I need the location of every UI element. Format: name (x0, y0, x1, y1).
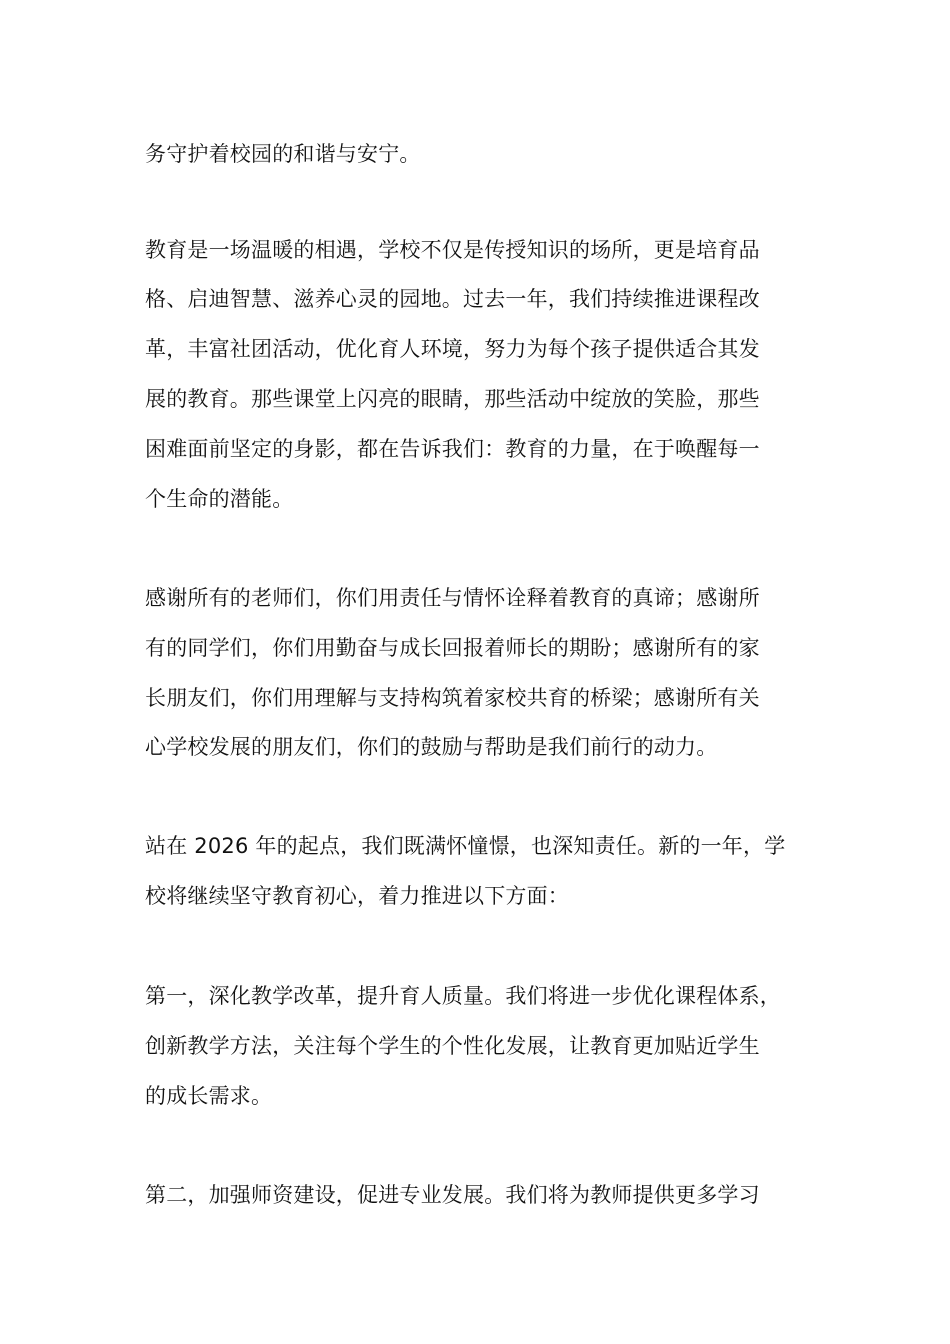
text-line: 展的教育。那些课堂上闪亮的眼睛，那些活动中绽放的笑脸，那些 (145, 387, 760, 411)
text-line: 的成长需求。 (145, 1084, 273, 1108)
text-line: 站在 2026 年的起点，我们既满怀憧憬，也深知责任。新的一年，学 (145, 834, 786, 858)
text-line: 长朋友们，你们用理解与支持构筑着家校共育的桥梁；感谢所有关 (145, 686, 760, 710)
text-line: 有的同学们，你们用勤奋与成长回报着师长的期盼；感谢所有的家 (145, 636, 760, 660)
text-line: 校将继续坚守教育初心，着力推进以下方面： (145, 884, 569, 908)
text-line: 创新教学方法，关注每个学生的个性化发展，让教育更加贴近学生 (145, 1034, 760, 1058)
text-line: 第二，加强师资建设，促进专业发展。我们将为教师提供更多学习 (145, 1183, 760, 1207)
text-line: 困难面前坚定的身影，都在告诉我们：教育的力量，在于唤醒每一 (145, 437, 760, 461)
text-line: 感谢所有的老师们，你们用责任与情怀诠释着教育的真谛；感谢所 (145, 586, 760, 610)
text-line: 格、启迪智慧、滋养心灵的园地。过去一年，我们持续推进课程改 (145, 287, 760, 311)
text-line: 教育是一场温暖的相遇，学校不仅是传授知识的场所，更是培育品 (145, 238, 760, 262)
text-line: 第一，深化教学改革，提升育人质量。我们将进一步优化课程体系， (145, 984, 781, 1008)
text-line: 个生命的潜能。 (145, 487, 294, 511)
text-line: 务守护着校园的和谐与安宁。 (145, 142, 421, 166)
text-line: 心学校发展的朋友们，你们的鼓励与帮助是我们前行的动力。 (145, 735, 718, 759)
text-line: 革，丰富社团活动，优化育人环境，努力为每个孩子提供适合其发 (145, 337, 760, 361)
